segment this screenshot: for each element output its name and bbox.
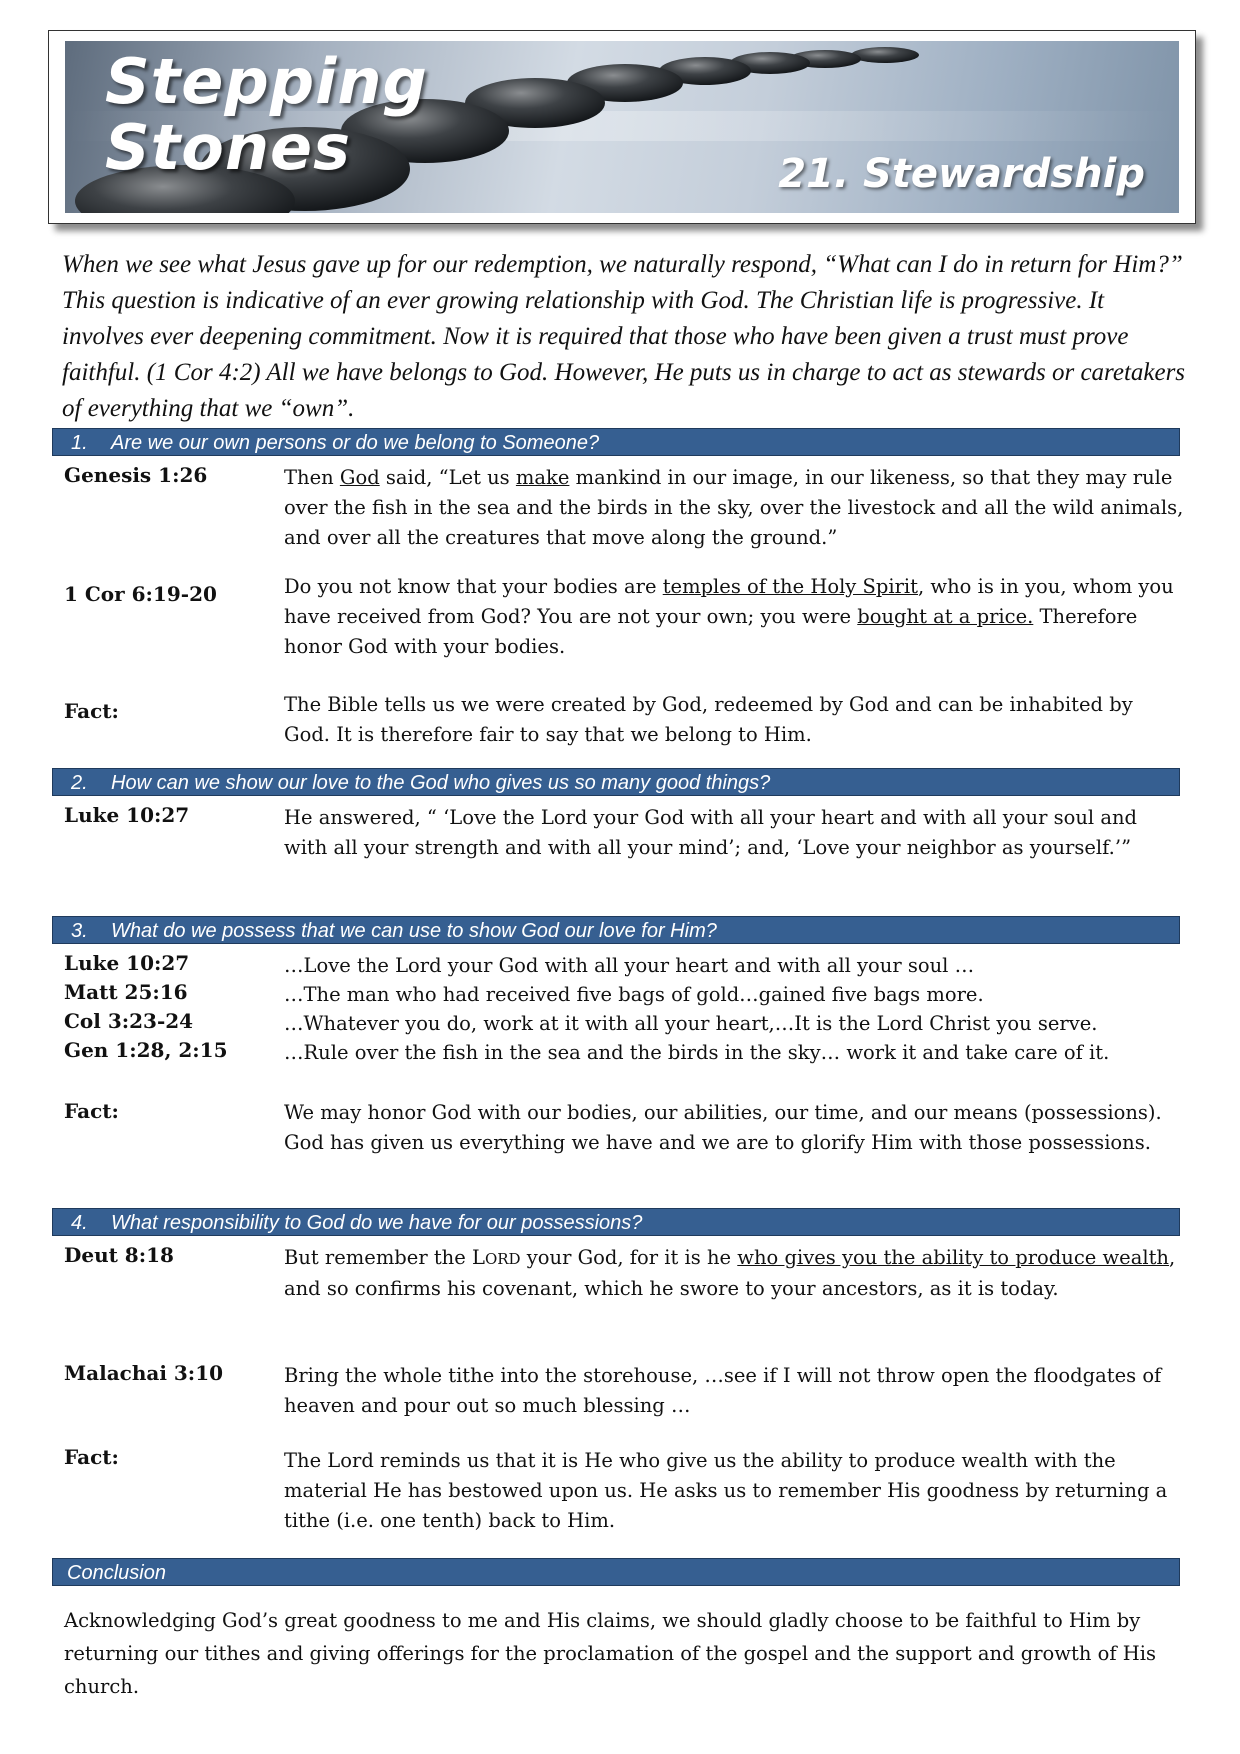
fact-label: Fact: bbox=[64, 1099, 119, 1123]
fact-label: Fact: bbox=[64, 699, 119, 723]
section-title: What responsibility to God do we have for our possessions? bbox=[111, 1212, 643, 1234]
stepping-stones-image bbox=[65, 41, 1179, 213]
section-4-header bbox=[52, 1208, 1180, 1236]
scripture-reference: 1 Cor 6:19-20 bbox=[64, 582, 217, 606]
banner-title-line2: Stones bbox=[105, 111, 351, 184]
scripture-reference: Col 3:23-24 bbox=[64, 1009, 194, 1033]
scripture-reference: Genesis 1:26 bbox=[64, 463, 208, 487]
scripture-text: …The man who had received five bags of gold…gained five bags more. bbox=[284, 983, 984, 1006]
scripture-reference: Deut 8:18 bbox=[64, 1243, 174, 1267]
section-number: 2. bbox=[71, 772, 88, 794]
scripture-reference: Matt 25:16 bbox=[64, 980, 188, 1004]
scripture-text: Then God said, “Let us make mankind in our image, in our likeness, so that they may rule over the fish in the sea and the birds in the sky, over the livestock and all the wild animals, and over all the creatures that move along the ground.” bbox=[284, 466, 1184, 549]
scripture-reference: Luke 10:27 bbox=[64, 951, 190, 975]
section-number: 3. bbox=[71, 920, 88, 942]
section-2-header bbox=[52, 768, 1180, 796]
scripture-text: Bring the whole tithe into the storehouse, …see if I will not throw open the floodgates of heaven and pour out so much blessing … bbox=[284, 1364, 1162, 1417]
conclusion-text: Acknowledging God’s great goodness to me and His claims, we should gladly choose to be faithful to Him by returning our tithes and giving offerings for the proclamation of the gospel and the support and growth of His church. bbox=[64, 1609, 1156, 1698]
section-number: 1. bbox=[71, 432, 88, 454]
banner-subtitle: 21. Stewardship bbox=[778, 151, 1145, 197]
scripture-reference: Gen 1:28, 2:15 bbox=[64, 1038, 228, 1062]
scripture-reference: Luke 10:27 bbox=[64, 803, 190, 827]
intro-paragraph: When we see what Jesus gave up for our redemption, we naturally respond, “What can I do in return for Him?” This question is indicative of an ever growing relationship with God. The Christian life is progressive. It involves ever deepening commitment. Now it is required that those who have been given a trust must prove faithful. (1 Cor 4:2) All we have belongs to God. However, He puts us in charge to act as stewards or caretakers of everything that we “own”. bbox=[62, 251, 1186, 422]
fact-text: The Lord reminds us that it is He who give us the ability to produce wealth with the material He has bestowed upon us. He asks us to remember His goodness by returning a tithe (i.e. one tenth) back to Him. bbox=[284, 1449, 1168, 1532]
scripture-text: But remember the LORD your God, for it is he who gives you the ability to produce wealth, and so confirms his covenant, which he swore to your ancestors, as it is today. bbox=[284, 1246, 1176, 1300]
scripture-reference: Malachai 3:10 bbox=[64, 1361, 224, 1385]
section-title: Are we our own persons or do we belong to Someone? bbox=[111, 432, 600, 454]
header-banner bbox=[48, 30, 1196, 224]
banner-title-line1: Stepping bbox=[105, 45, 428, 118]
fact-text: The Bible tells us we were created by God, redeemed by God and can be inhabited by God. It is therefore fair to say that we belong to Him. bbox=[284, 693, 1133, 746]
banner-title bbox=[105, 45, 428, 184]
section-title: What do we possess that we can use to show God our love for Him? bbox=[111, 920, 717, 942]
scripture-text: …Love the Lord your God with all your heart and with all your soul … bbox=[284, 954, 975, 977]
fact-label: Fact: bbox=[64, 1445, 119, 1469]
conclusion-header bbox=[52, 1558, 1180, 1586]
conclusion-title: Conclusion bbox=[67, 1562, 166, 1584]
section-1-header bbox=[52, 428, 1180, 456]
scripture-text: …Rule over the fish in the sea and the birds in the sky… work it and take care of it. bbox=[284, 1041, 1110, 1064]
section-title: How can we show our love to the God who gives us so many good things? bbox=[111, 772, 771, 794]
section-3-header bbox=[52, 916, 1180, 944]
fact-text: We may honor God with our bodies, our abilities, our time, and our means (possessions). God has given us everything we have and we are to glorify Him with those possessions. bbox=[284, 1101, 1162, 1154]
section-number: 4. bbox=[71, 1212, 88, 1234]
scripture-text: …Whatever you do, work at it with all your heart,…It is the Lord Christ you serve. bbox=[284, 1012, 1098, 1035]
scripture-text: Do you not know that your bodies are temples of the Holy Spirit, who is in you, whom you have received from God? You are not your own; you were bought at a price. Therefore honor God with your bodies. bbox=[284, 575, 1174, 658]
scripture-text: He answered, “ ‘Love the Lord your God with all your heart and with all your soul and with all your strength and with all your mind’; and, ‘Love your neighbor as yourself.’” bbox=[284, 806, 1138, 859]
